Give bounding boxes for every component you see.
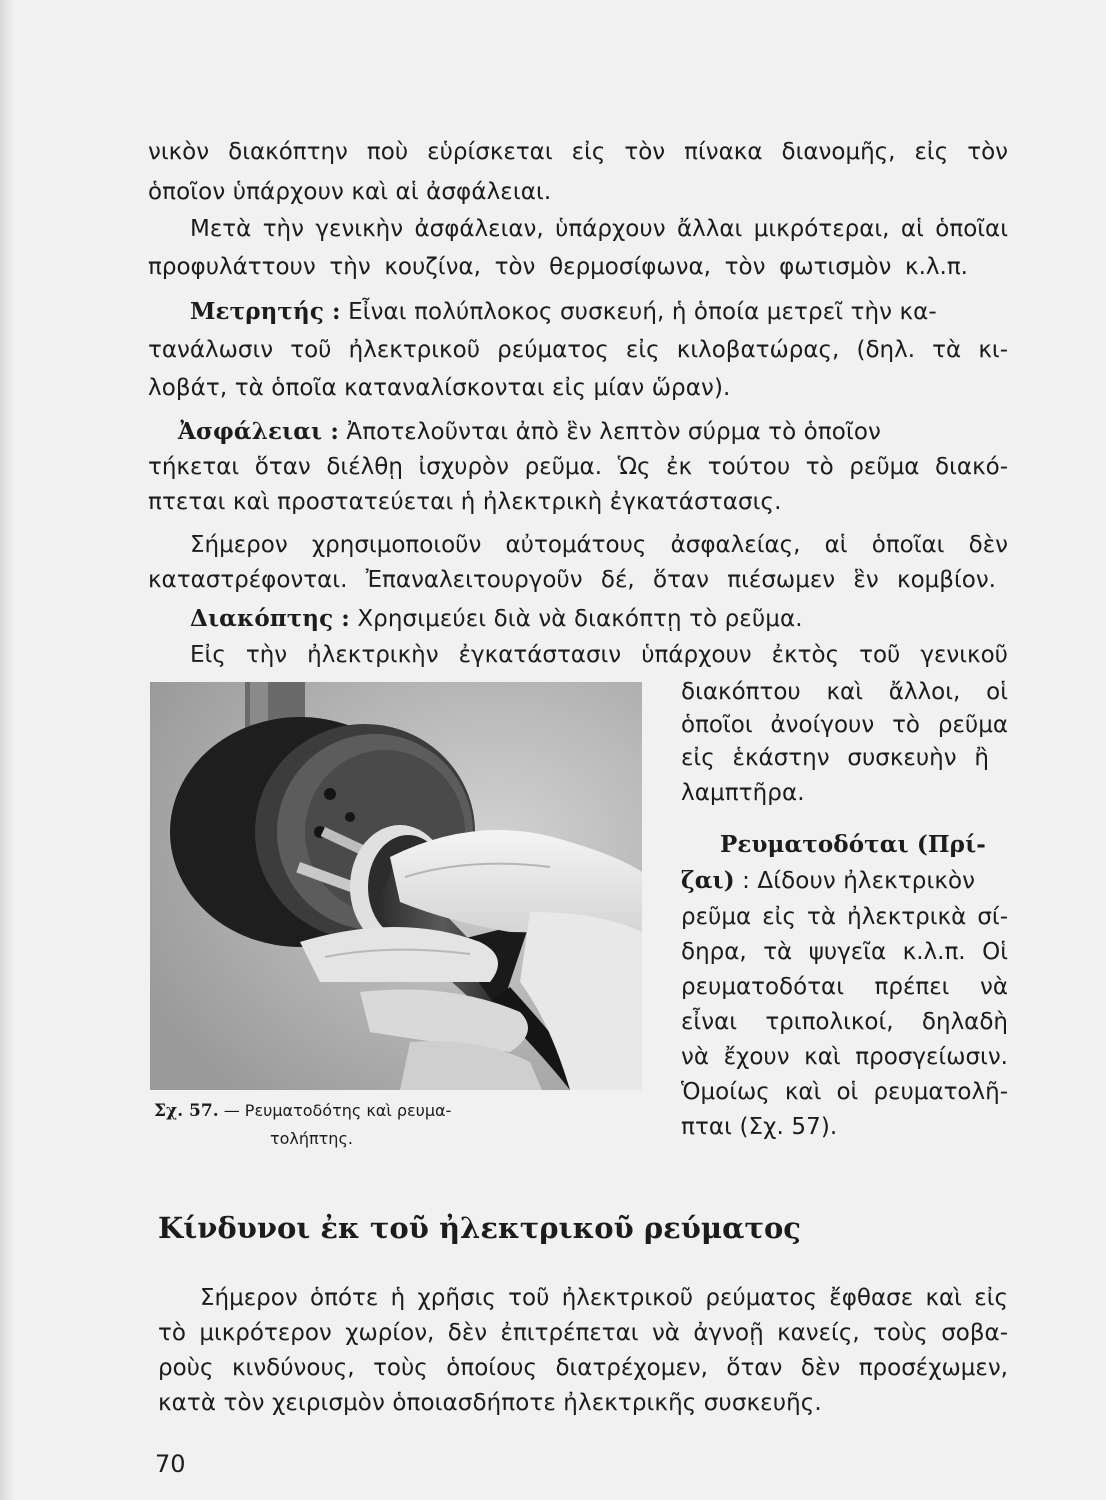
- term-definition: Εἶναι πολύπλοκος συσκευή, ἡ ὁποία μετρεῖ τὴν κα-: [348, 299, 937, 325]
- section-heading: Κίνδυνοι ἐκ τοῦ ἠλεκτρικοῦ ρεύματος: [158, 1211, 801, 1245]
- term-fuses: Ἀσφάλειαι :: [178, 418, 339, 445]
- text-line: προφυλάττουν τὴν κουζίνα, τὸν θερμοσίφωνα, τὸν φωτισμὸν κ.λ.π.: [148, 254, 968, 280]
- text-line: εἶναι τριπολικοί, δηλαδὴ: [681, 1009, 1008, 1035]
- text-line: [190, 604, 803, 634]
- page-gutter-shadow: [0, 0, 14, 1500]
- figure-socket-and-plug: [150, 682, 642, 1090]
- page-number: 70: [155, 1450, 186, 1478]
- text-line: Σήμερον ὁπότε ἡ χρῆσις τοῦ ἠλεκτρικοῦ ρεύματος ἔφθασε καὶ εἰς: [200, 1285, 1008, 1311]
- text-line: ροὺς κινδύνους, τοὺς ὁποίους διατρέχομεν, ὅταν δὲν προσέχωμεν,: [158, 1355, 1008, 1381]
- term-meter: Μετρητής :: [190, 298, 341, 325]
- photo-socket-plug: [150, 682, 642, 1090]
- text-line: τήκεται ὅταν διέλθῃ ἰσχυρὸν ρεῦμα. Ὡς ἐκ τούτου τὸ ρεῦμα διακό-: [148, 454, 1008, 480]
- figure-caption-continued: τολήπτης.: [270, 1129, 353, 1148]
- term-definition: Ἀποτελοῦνται ἀπὸ ἓν λεπτὸν σύρμα τὸ ὁποῖον: [346, 419, 881, 445]
- text-line: νὰ ἔχουν καὶ προσγείωσιν.: [681, 1044, 1008, 1070]
- text-line: εἰς ἑκάστην συσκευὴν ἢ: [681, 745, 989, 771]
- figure-caption: [154, 1100, 451, 1122]
- text-line: ρευματοδόται πρέπει νὰ: [681, 974, 1008, 1000]
- text-line: κατὰ τὸν χειρισμὸν ὁποιασδήποτε ἠλεκτρικῆς συσκευῆς.: [158, 1390, 822, 1416]
- text-line: [178, 417, 881, 447]
- text-line: ρεῦμα εἰς τὰ ἠλεκτρικὰ σί-: [681, 904, 1008, 930]
- term-switch: Διακόπτης :: [190, 605, 350, 632]
- term-sockets-continued: ζαι): [681, 867, 735, 894]
- text-line: πτεται καὶ προστατεύεται ἡ ἠλεκτρικὴ ἐγκατάστασις.: [148, 489, 782, 515]
- text-line: δηρα, τὰ ψυγεῖα κ.λ.π. Οἱ: [681, 939, 1008, 965]
- text-line: λαμπτῆρα.: [681, 780, 805, 806]
- term-sockets: Ρευματοδόται (Πρί-: [720, 831, 986, 858]
- text-line: Ὁμοίως καὶ οἱ ρευματολῆ-: [681, 1079, 1008, 1105]
- text-line: Εἰς τὴν ἠλεκτρικὴν ἐγκατάστασιν ὑπάρχουν ἐκτὸς τοῦ γενικοῦ: [190, 642, 1008, 668]
- text-line: ὁποῖοι ἀνοίγουν τὸ ρεῦμα: [681, 712, 1008, 738]
- text-line: τανάλωσιν τοῦ ἠλεκτρικοῦ ρεύματος εἰς κιλοβατώρας, (δηλ. τὰ κι-: [148, 337, 1008, 363]
- text-line: διακόπτου καὶ ἄλλοι, οἱ: [681, 679, 1008, 705]
- text-line: τὸ μικρότερον χωρίον, δὲν ἐπιτρέπεται νὰ ἀγνοῇ κανείς, τοὺς σοβα-: [158, 1320, 1008, 1346]
- text-line: καταστρέφονται. Ἐπαναλειτουργοῦν δέ, ὅταν πιέσωμεν ἓν κομβίον.: [148, 567, 996, 593]
- text-line: λοβάτ, τὰ ὁποῖα καταναλίσκονται εἰς μίαν ὥραν).: [148, 375, 731, 401]
- text-line: [190, 297, 937, 327]
- text-line: Σήμερον χρησιμοποιοῦν αὐτομάτους ἀσφαλείας, αἱ ὁποῖαι δὲν: [190, 532, 1008, 558]
- caption-text: — Ρευματοδότης καὶ ρευμα-: [223, 1101, 452, 1120]
- term-definition: : Δίδουν ἠλεκτρικὸν: [742, 868, 976, 894]
- text-line: ὁποῖον ὑπάρχουν καὶ αἱ ἀσφάλειαι.: [148, 179, 552, 205]
- caption-label: Σχ. 57.: [154, 1101, 219, 1121]
- text-line: νικὸν διακόπτην ποὺ εὑρίσκεται εἰς τὸν πίνακα διανομῆς, εἰς τὸν: [148, 139, 1008, 165]
- text-line: [681, 866, 975, 896]
- text-line: πται (Σχ. 57).: [681, 1114, 838, 1140]
- text-line: Μετὰ τὴν γενικὴν ἀσφάλειαν, ὑπάρχουν ἄλλαι μικρότεραι, αἱ ὁποῖαι: [190, 216, 1008, 242]
- term-definition: Χρησιμεύει διὰ νὰ διακόπτῃ τὸ ρεῦμα.: [357, 606, 803, 632]
